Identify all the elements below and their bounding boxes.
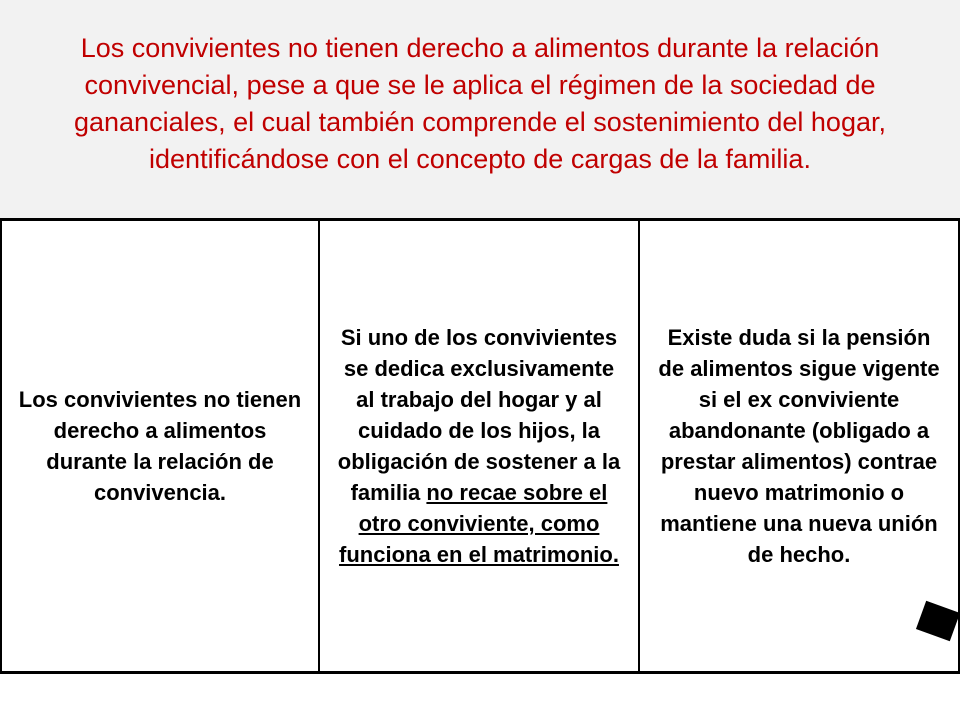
table-cell-3 — [640, 221, 960, 671]
table-cell-1 — [0, 221, 320, 671]
cell-2-underlined-text: no recae sobre el otro conviviente, como funciona en el matrimonio. — [339, 480, 619, 567]
header-banner — [0, 0, 960, 218]
cell-2-text: Si uno de los convivientes se dedica exclusivamente al trabajo del hogar y al cuidado de los hijos, la obligación de sostener a la familia — [337, 325, 621, 505]
cell-3-text: Existe duda si la pensión de alimentos sigue vigente si el ex conviviente abandonante (obligado a prestar alimentos) contrae nuevo matrimonio o mantiene una nueva unión de hecho. — [658, 325, 940, 567]
header-text: Los convivientes no tienen derecho a alimentos durante la relación convivencial, pese a que se le aplica el régimen de la sociedad de gananciales, el cual también comprende el sostenimiento del hogar, identificándose con el concepto de cargas de la familia. — [73, 33, 886, 174]
table-cell-2 — [320, 221, 640, 671]
cell-2-paragraph — [334, 322, 624, 570]
content-table — [0, 218, 960, 674]
cell-1-text: Los convivientes no tienen derecho a alimentos durante la relación de convivencia. — [18, 387, 302, 505]
